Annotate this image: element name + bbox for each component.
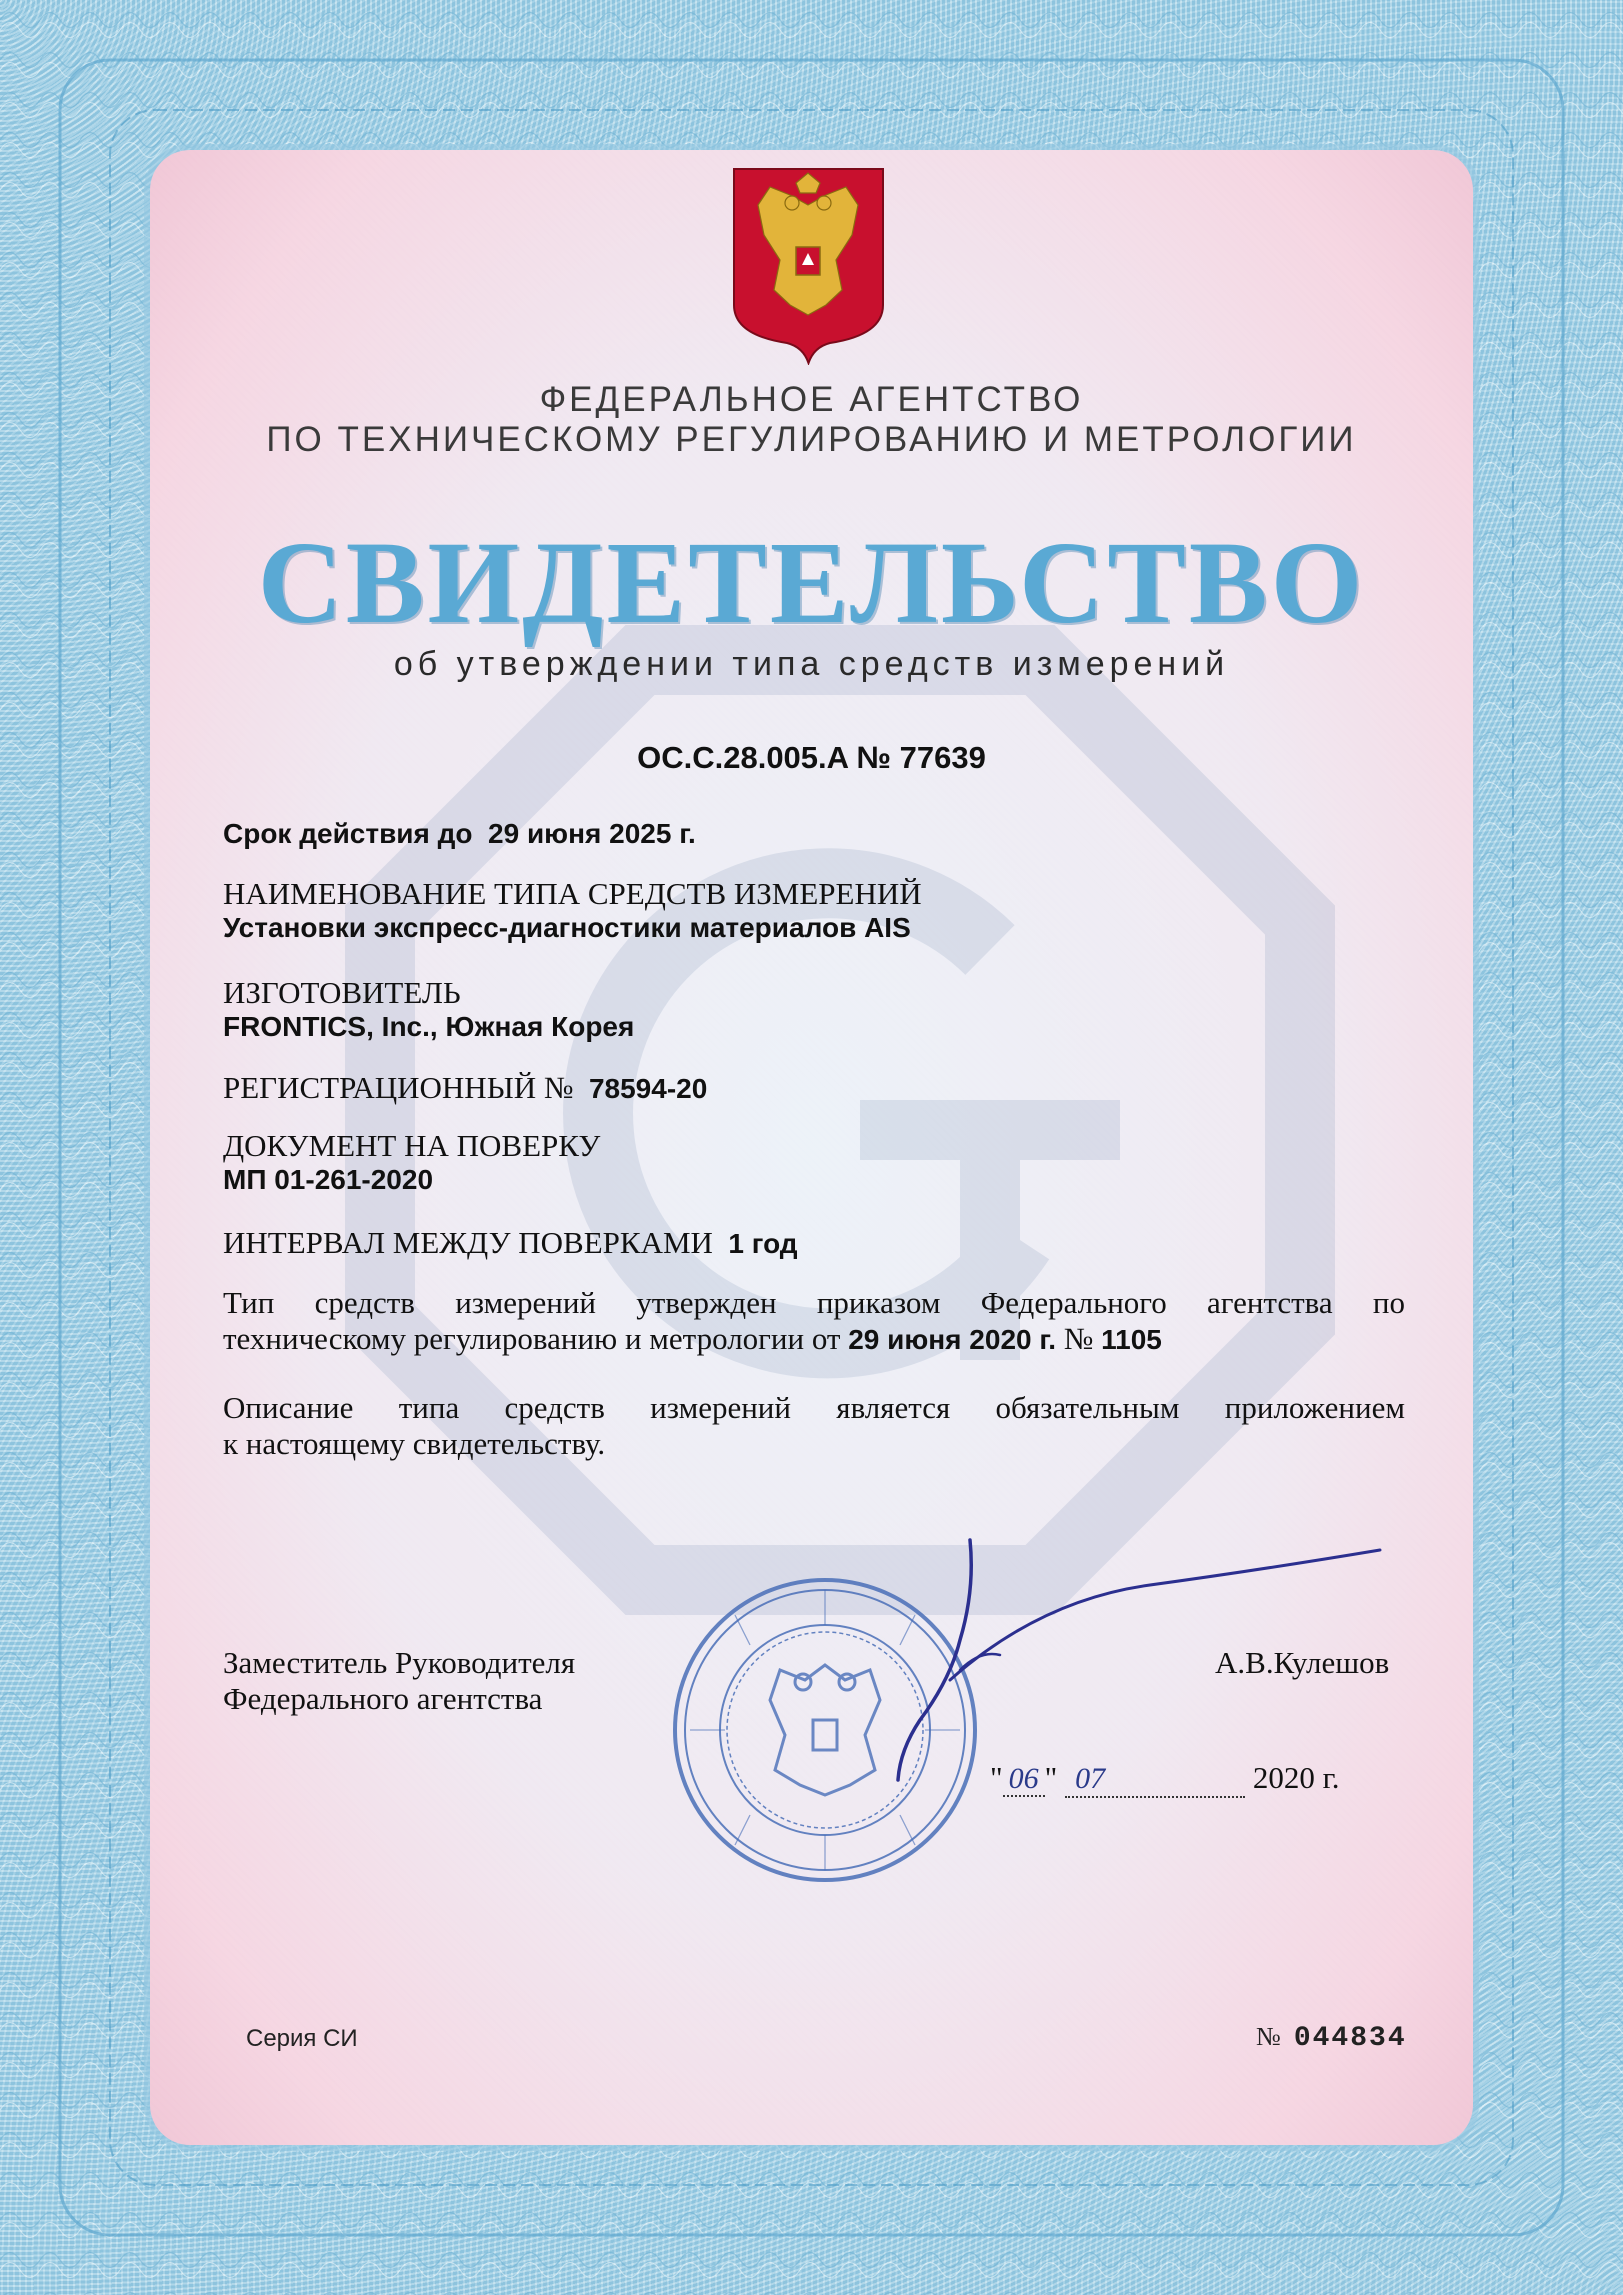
agency-name-line2: ПО ТЕХНИЧЕСКОМУ РЕГУЛИРОВАНИЮ И МЕТРОЛОГИИ bbox=[266, 420, 1357, 459]
date-month: 07 bbox=[1075, 1762, 1106, 1795]
serial-number: 044834 bbox=[1293, 2023, 1407, 2054]
order-line2-prefix: техническому регулированию и метрологии от bbox=[223, 1321, 841, 1356]
type-name-value: Установки экспресс-диагностики материалов AIS bbox=[223, 912, 911, 943]
agency-name-line1: ФЕДЕРАЛЬНОЕ АГЕНТСТВО bbox=[539, 380, 1084, 419]
date-day: 06 bbox=[1008, 1762, 1039, 1795]
validity-value: 29 июня 2025 г. bbox=[488, 818, 696, 849]
description-note bbox=[223, 1390, 1405, 1462]
series-label: Серия СИ bbox=[246, 2025, 358, 2052]
signature-date: " 06 " 07 2020 г. bbox=[990, 1760, 1340, 1798]
signer-title-line1: Заместитель Руководителя bbox=[223, 1645, 576, 1680]
date-day-underline bbox=[1003, 1760, 1045, 1797]
interval-value: 1 год bbox=[728, 1228, 798, 1259]
document-title: СВИДЕТЕЛЬСТВО bbox=[257, 517, 1366, 648]
registration-value: 78594-20 bbox=[588, 1073, 708, 1104]
description-line2: к настоящему свидетельству. bbox=[223, 1426, 606, 1461]
registration-label: РЕГИСТРАЦИОННЫЙ № bbox=[223, 1070, 574, 1105]
type-name-label: НАИМЕНОВАНИЕ ТИПА СРЕДСТВ ИЗМЕРЕНИЙ bbox=[223, 876, 922, 911]
signer-title bbox=[223, 1645, 575, 1717]
description-line1: Описание типа средств измерений является обязательным приложением bbox=[223, 1390, 1405, 1425]
order-number: 1105 bbox=[1101, 1324, 1162, 1355]
manufacturer-label: ИЗГОТОВИТЕЛЬ bbox=[223, 975, 461, 1010]
registration-row bbox=[223, 1070, 707, 1107]
date-year: 2020 г. bbox=[1252, 1760, 1340, 1795]
order-date: 29 июня 2020 г. bbox=[848, 1324, 1057, 1355]
signer-title-line2: Федерального агентства bbox=[223, 1681, 543, 1716]
serial-row bbox=[1256, 2022, 1407, 2054]
validity-row bbox=[223, 818, 696, 850]
certificate-number: OC.C.28.005.A № 77639 bbox=[637, 740, 986, 775]
order-line1: Тип средств измерений утвержден приказом Федерального агентства по bbox=[223, 1285, 1405, 1320]
verification-document-label: ДОКУМЕНТ НА ПОВЕРКУ bbox=[223, 1128, 601, 1163]
order-paragraph bbox=[223, 1285, 1405, 1358]
signature-icon bbox=[890, 1530, 1390, 1790]
signer-name: А.В.Кулешов bbox=[1215, 1645, 1390, 1680]
coat-of-arms-icon bbox=[730, 165, 887, 365]
interval-label: ИНТЕРВАЛ МЕЖДУ ПОВЕРКАМИ bbox=[223, 1225, 713, 1260]
serial-number-sign: № bbox=[1256, 2022, 1281, 2051]
order-number-sign: № bbox=[1063, 1321, 1094, 1356]
interval-row bbox=[223, 1225, 798, 1262]
document-subtitle: об утверждении типа средств измерений bbox=[393, 645, 1230, 683]
date-month-underline bbox=[1065, 1760, 1245, 1798]
verification-document-value: МП 01-261-2020 bbox=[223, 1164, 434, 1195]
validity-label: Срок действия до bbox=[223, 818, 473, 849]
manufacturer-value: FRONTICS, Inc., Южная Корея bbox=[223, 1011, 635, 1042]
